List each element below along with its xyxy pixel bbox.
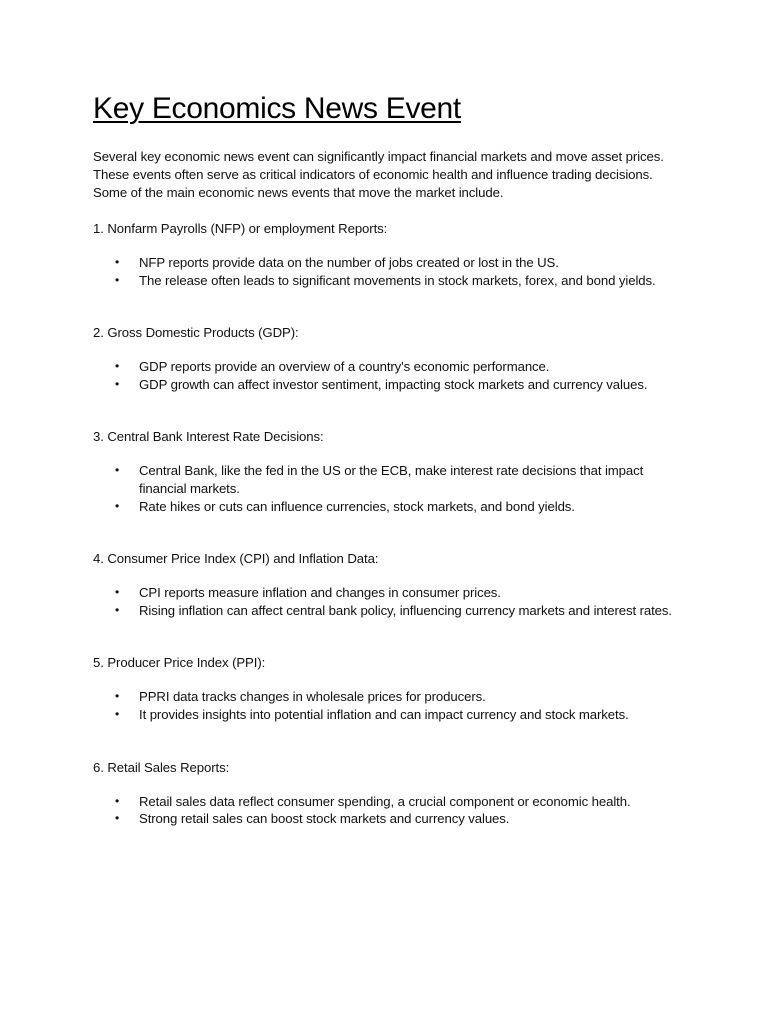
list-item-text: It provides insights into potential inflation and can impact currency and stock markets. [139, 706, 629, 722]
list-item [93, 584, 683, 602]
list-item [93, 358, 683, 376]
bullet-icon: • [115, 255, 120, 269]
list-item-text: CPI reports measure inflation and changes in consumer prices. [139, 585, 501, 601]
list-item-text: The release often leads to significant movements in stock markets, forex, and bond yields. [139, 272, 656, 288]
bullet-icon: • [115, 272, 120, 287]
sections-container [93, 220, 683, 828]
section-heading: 2. Gross Domestic Products (GDP): [93, 325, 299, 341]
bullet-icon: • [115, 811, 120, 826]
list-item [93, 810, 683, 828]
list-item-text: Strong retail sales can boost stock markets and currency values. [139, 811, 510, 827]
bullet-list [93, 462, 683, 515]
list-item-text: Rate hikes or cuts can influence currencies, stock markets, and bond yields. [139, 498, 575, 514]
section-heading: 3. Central Bank Interest Rate Decisions: [93, 429, 324, 445]
spacer [93, 342, 683, 358]
spacer [93, 619, 683, 654]
bullet-list [93, 358, 683, 393]
section-3 [93, 428, 683, 550]
bullet-icon: • [115, 359, 120, 374]
spacer [93, 238, 683, 254]
spacer [93, 202, 683, 220]
list-item [93, 688, 683, 706]
list-item [93, 254, 683, 272]
list-item [93, 272, 683, 290]
section-heading: 1. Nonfarm Payrolls (NFP) or employment Reports: [93, 221, 388, 236]
list-item-text: NFP reports provide data on the number of jobs created or lost in the US. [139, 255, 559, 270]
section-5 [93, 654, 683, 758]
document-body [93, 90, 683, 828]
section-heading: 6. Retail Sales Reports: [93, 759, 230, 775]
bullet-icon: • [115, 602, 120, 617]
spacer [93, 446, 683, 462]
list-item [93, 498, 683, 516]
spacer [93, 515, 683, 550]
section-6 [93, 759, 683, 828]
section-heading: 5. Producer Price Index (PPI): [93, 655, 266, 671]
bullet-icon: • [115, 793, 120, 808]
list-item-text: GDP reports provide an overview of a country's economic performance. [139, 359, 550, 375]
bullet-icon: • [115, 689, 120, 704]
bullet-icon: • [115, 463, 120, 478]
list-item [93, 462, 683, 497]
list-item-text: Retail sales data reflect consumer spending, a crucial component or economic health. [139, 793, 631, 809]
bullet-icon: • [115, 706, 120, 721]
list-item-text: GDP growth can affect investor sentiment, impacting stock markets and currency values. [139, 376, 648, 392]
spacer [93, 672, 683, 688]
spacer [93, 289, 683, 324]
bullet-icon: • [115, 376, 120, 391]
bullet-icon: • [115, 498, 120, 513]
section-2 [93, 324, 683, 428]
spacer [93, 393, 683, 428]
bullet-icon: • [115, 585, 120, 600]
intro-paragraph: Several key economic news event can significantly impact financial markets and move asset prices. These events often serve as critical indicators of economic health and influence trading decisions. Some of the main economic news events that move the market include. [93, 149, 664, 200]
list-item-text: PPRI data tracks changes in wholesale prices for producers. [139, 689, 486, 705]
bullet-list [93, 254, 683, 289]
section-1 [93, 220, 683, 324]
list-item [93, 706, 683, 724]
bullet-list [93, 584, 683, 619]
section-heading: 4. Consumer Price Index (CPI) and Inflation Data: [93, 551, 379, 567]
document-title: Key Economics News Event [93, 92, 461, 125]
section-4 [93, 550, 683, 654]
list-item [93, 376, 683, 394]
spacer [93, 724, 683, 759]
list-item [93, 602, 683, 620]
bullet-list [93, 793, 683, 828]
bullet-list [93, 688, 683, 723]
spacer [93, 777, 683, 793]
spacer [93, 568, 683, 584]
list-item-text: Central Bank, like the fed in the US or the ECB, make interest rate decisions that impact financial markets. [139, 463, 644, 496]
list-item [93, 793, 683, 811]
list-item-text: Rising inflation can affect central bank policy, influencing currency markets and interest rates. [139, 602, 672, 618]
